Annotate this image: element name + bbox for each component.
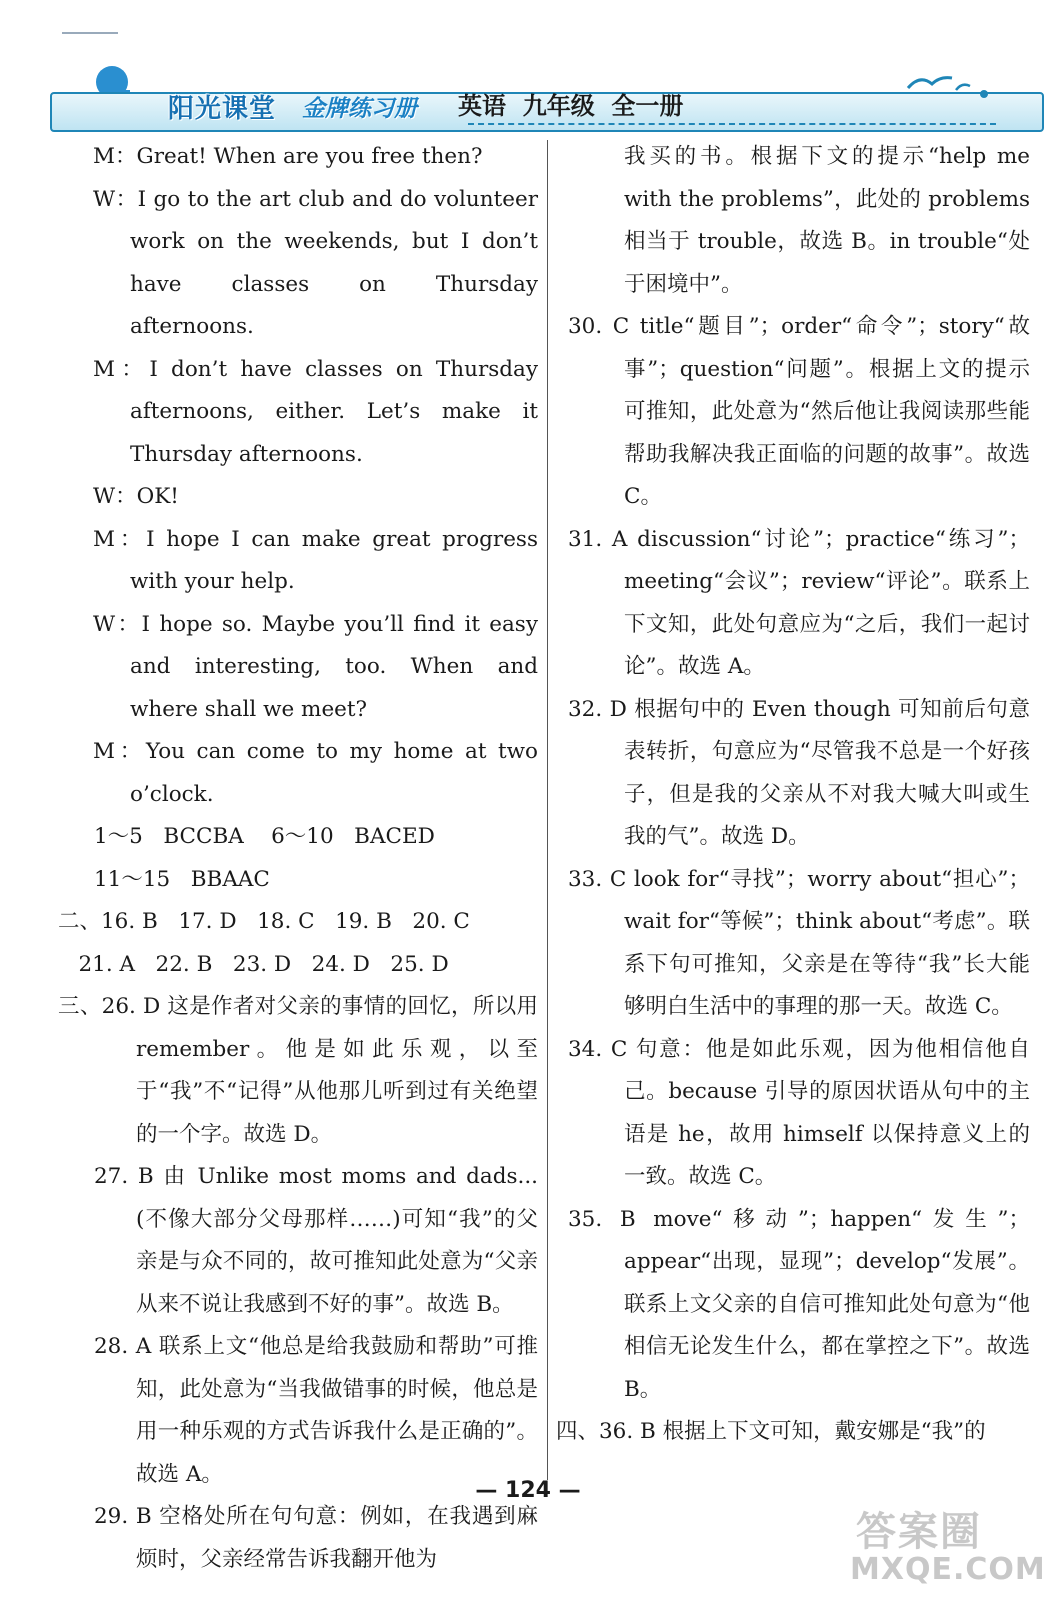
explanation-item: 34. C 句意：他是如此乐观，因为他相信他自己。because 引导的原因状语从句中的主语是 he，故用 himself 以保持意义上的一致。故选 C。 [568, 1036, 1030, 1189]
dialogue-line: W：I hope so. Maybe you’ll find it easy and interesting, too. When and where shall we meet? [93, 611, 538, 722]
explanation-item: 35. B move“移动”；happen“发生”；appear“出现，显现”；develop“发展”。联系上文父亲的自信可推知此处句意为“他相信无论发生什么，都在掌控之下”。故选 B。 [568, 1206, 1030, 1402]
explanation-item: 27. B 由 Unlike most moms and dads...(不像大部分父母那样……)可知“我”的父亲是与众不同的，故可推知此处意为“父亲从来不说让我感到不好的事”。故选 B。 [94, 1164, 538, 1317]
dialogue-line: M：I don’t have classes on Thursday afternoons, either. Let’s make it Thursday afternoons. [93, 356, 538, 467]
answer-key-row: 二、16. B 17. D 18. C 19. B 20. C [58, 909, 470, 934]
dialogue-line: M：I hope I can make great progress with your help. [93, 526, 538, 594]
dialogue-line: M：You can come to my home at two o’clock. [93, 739, 538, 807]
answer-key-row: 1～5 BCCBA 6～10 BACED [94, 824, 435, 849]
explanation-item: 33. C look for“寻找”；worry about“担心”；wait for“等候”；think about“考虑”。联系下句可推知，父亲是在等待“我”长大能够明白生活中的事理的那一天。故选 C。 [568, 866, 1030, 1019]
book-meta: 英语 九年级 全一册 [458, 92, 684, 120]
answer-key-row: 21. A 22. B 23. D 24. D 25. D [58, 951, 449, 977]
site-watermark [840, 1500, 1046, 1596]
explanation-item: 四、36. B 根据上下文可知，戴安娜是“我”的 [556, 1419, 986, 1444]
explanation-item: 28. A 联系上文“他总是给我鼓励和帮助”可推知，此处意为“当我做错事的时候，他总是用一种乐观的方式告诉我什么是正确的”。故选 A。 [94, 1334, 538, 1487]
explanation-continuation: 我买的书。根据下文的提示“help me with the problems”，此处的 problems 相当于 trouble，故选 B。in trouble“处于困境中”。 [624, 144, 1030, 297]
explanation-item: 29. B 空格处所在句句意：例如，在我遇到麻烦时，父亲经常告诉我翻开他为 [94, 1504, 538, 1572]
explanation-item: 30. C title“题目”；order“命令”；story“故事”；question“问题”。根据上文的提示可推知，此处意为“然后他让我阅读那些能帮助我解决我正面临的问题的故事”。故选 C。 [568, 314, 1030, 509]
left-column [58, 136, 538, 1581]
header-dash-line [468, 123, 996, 125]
answer-key-row: 11～15 BBAAC [94, 866, 270, 892]
watermark-bottom: MXQE.COM [850, 1552, 1046, 1587]
brand-title: 阳光课堂 [168, 94, 277, 124]
watermark-top: 答案圈 [856, 1509, 982, 1555]
header-rule [62, 32, 118, 34]
page-header [0, 0, 1056, 150]
dialogue-line: W：I go to the art club and do volunteer work on the weekends, but I don’t have classes on Thursday afternoons. [93, 186, 538, 339]
dialogue-line: W：OK! [93, 484, 179, 509]
dialogue-line: M：Great! When are you free then? [93, 144, 483, 169]
brand-subtitle: 金牌练习册 [302, 96, 417, 122]
birds-icon [900, 66, 990, 100]
explanation-item: 32. D 根据句中的 Even though 可知前后句意表转折，句意应为“尽管我不总是一个好孩子，但是我的父亲从不对我大喊大叫或生我的气”。故选 D。 [568, 696, 1030, 849]
page-number: — 124 — [475, 1478, 581, 1503]
column-divider [547, 140, 548, 1480]
explanation-item: 三、26. D 这是作者对父亲的事情的回忆，所以用 remember。他是如此乐观，以至于“我”不“记得”从他那儿听到过有关绝望的一个字。故选 D。 [58, 994, 538, 1147]
explanation-item: 31. A discussion“讨论”；practice“练习”；meeting“会议”；review“评论”。联系上下文知，此处句意应为“之后，我们一起讨论”。故选 A。 [568, 526, 1030, 679]
right-column [556, 136, 1030, 1454]
